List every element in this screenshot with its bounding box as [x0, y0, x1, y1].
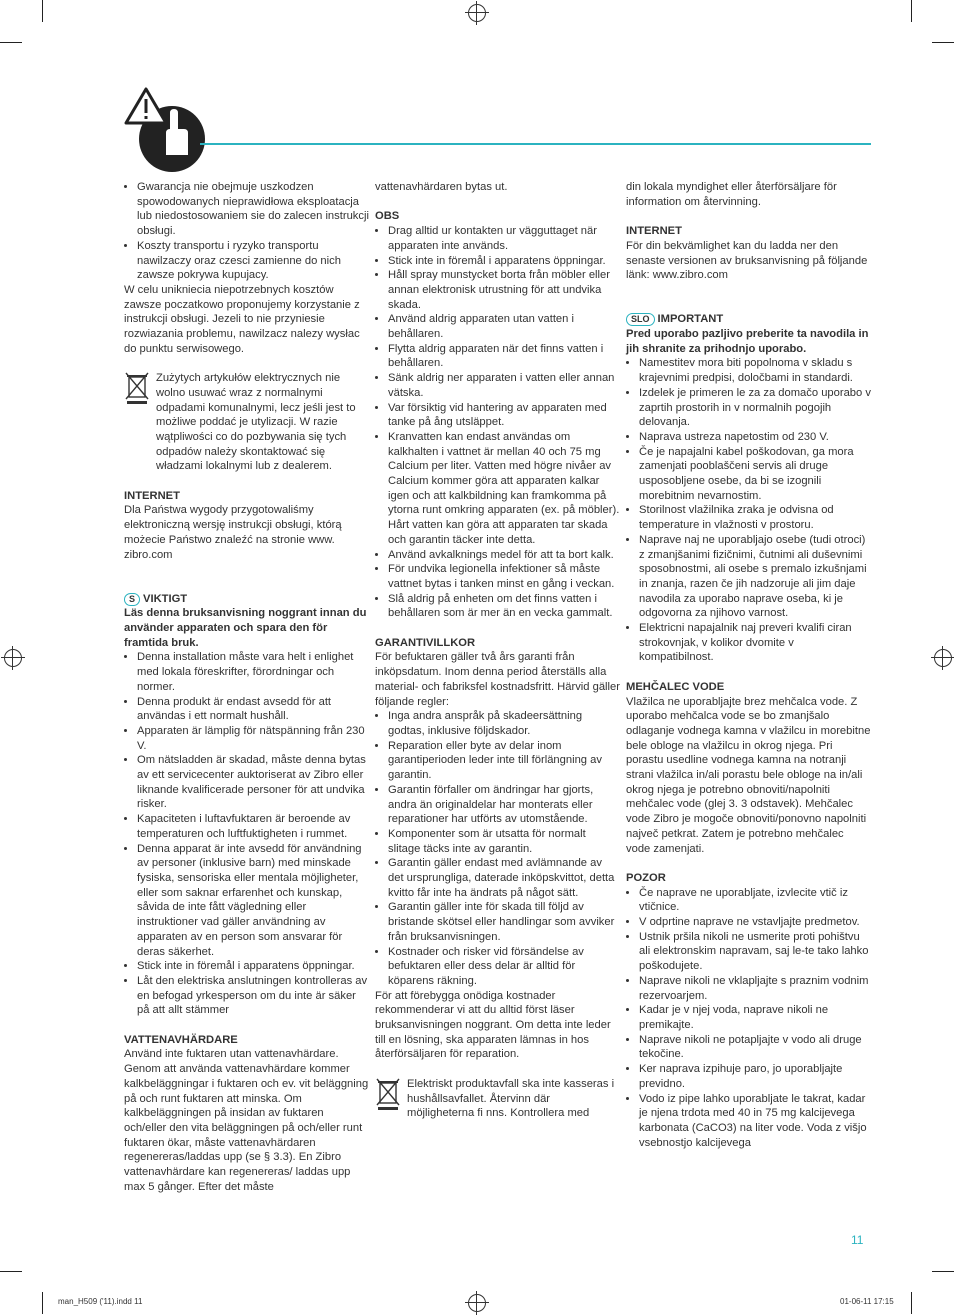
registration-mark-icon: [934, 649, 952, 667]
paragraph: Dla Państwa wygody przygotowaliśmy elektroniczną wersję instrukcji obsługi, którą możecie Państwo znaleźć na stronie www. zibro.com: [124, 504, 342, 561]
list-item: • Denna installation måste vara helt i enlighet med lokala föreskrifter, förordningar och normer.: [137, 650, 369, 694]
slo-caution-list: [626, 886, 871, 1151]
list-item: • Naprave nikoli ne vklapljajte s praznim vodnim rezervoarjem.: [639, 974, 871, 1003]
crop-mark: [932, 42, 954, 43]
column-2: [375, 180, 620, 1121]
weee-bin-icon: [124, 371, 150, 405]
crop-mark: [911, 1292, 912, 1314]
section-title: SLO IMPORTANT: [626, 312, 871, 327]
section-title: OBS: [375, 210, 400, 223]
list-item: • V odprtine naprave ne vstavljajte predmetov.: [639, 915, 871, 930]
registration-mark-icon: [468, 1294, 486, 1312]
list-item: • Naprave nikoli ne potapljajte v vodo ali druge tekočine.: [639, 1033, 871, 1062]
list-item: • För undvika legionella infektioner så måste vattnet bytas i tanken minst en gång i veckan.: [388, 562, 620, 591]
paragraph: din lokala myndighet eller återförsäljare för information om återvinning.: [626, 181, 837, 208]
lead-text: Läs denna bruksanvisning noggrant innan du använder apparaten och spara den för framtida bruk.: [124, 607, 367, 649]
weee-notice: [375, 1077, 620, 1121]
language-badge: S: [124, 593, 140, 606]
section-title: INTERNET: [124, 489, 180, 502]
list-item: • Denna apparat är inte avsedd för användning av personer (inklusive barn) med minskade fysiska, sensoriska eller mentala möjligheter, eller som saknar erfarenhet och kunskap, såvida de inte fått vägledning eller instruktioner vad gäller användning av apparaten av en person som ansvarar för deras säkerhet.: [137, 842, 369, 960]
paragraph: För din bekvämlighet kan du ladda ner den senaste versionen av bruksanvisning på följande länk: www.zibro.com: [626, 239, 868, 282]
lead-text: Pred uporabo pazljivo preberite ta navodila in jih shranite za prihodnjo uporabo.: [626, 327, 869, 355]
list-item: • Stick inte in föremål i apparatens öppningar.: [388, 254, 620, 269]
paragraph: Använd inte fuktaren utan vattenavhärdare. Genom att använda vattenavhärdare kommer kalkbeläggningar i fuktaren och ev. vit beläggning på och runt fuktaren att minska. Om kalkbeläggningen på insidan av fuktaren och/eller den vita beläggningen på och/eller runt fuktaren ökar, måste vattenavhärdaren regenereras/laddas upp (se § 3.3). En Zibro vattenavhärdare kan regenereras/ laddas upp max 5 gånger. Efter det måste: [124, 1048, 369, 1193]
weee-text: Elektriskt produktavfall ska inte kasseras i hushållsavfallet. Återvinn där möjligheterna fi nns. Kontrollera med: [407, 1077, 615, 1120]
list-item: • Ker naprava izpihuje paro, jo uporabljajte previdno.: [639, 1062, 871, 1091]
list-item: • Kapaciteten i luftavfuktaren är beroende av temperaturen och luftfuktigheten i rummet.: [137, 812, 369, 841]
paragraph: Vlažilca ne uporabljajte brez mehčalca vode. Z uporabo mehčalca vode se bo zmanjšalo odlaganje vodnega kamna v vlažilcu in morebitne bele obloge na vlažilcu in okrog njega. Pri porastu usedline vodnega kamna na notranji strani vlažilca in/ali porastu bele obloge na in/ali okrog njega je potrebno obnoviti/napolniti mehčalec vode (glej 3. 3 odstavek). Mehčalec vode Zibro je mogoče obnoviti/ponovno napolniti največ petkrat. Zatem je potrebno mehčalec vode zamenjati.: [626, 695, 871, 855]
list-item: • Če naprave ne uporabljate, izvlecite vtič iz vtičnice.: [639, 886, 871, 915]
list-item: • Inga andra anspråk på skadeersättning godtas, inklusive följdskador.: [388, 709, 620, 738]
list-item: • Izdelek je primeren le za za domačo uporabo v zaprtih prostorih in v normalnih pogojih delovanja.: [639, 386, 871, 430]
list-item: • Drag alltid ur kontakten ur vägguttaget när apparaten inte används.: [388, 224, 620, 253]
registration-mark-icon: [468, 4, 486, 22]
language-badge: SLO: [626, 313, 655, 326]
column-3: [626, 180, 871, 1150]
section-title: MEHČALEC VODE: [626, 680, 725, 693]
registration-mark-icon: [4, 649, 22, 667]
list-item: • Stick inte in föremål i apparatens öppningar.: [137, 959, 369, 974]
warning-hand-icon: [124, 83, 208, 175]
list-item: • Sänk aldrig ner apparaten i vatten eller annan vätska.: [388, 371, 620, 400]
paragraph: W celu unikniecia niepotrzebnych kosztów zawsze poczatkowo proponujemy korzystanie z instrukcji obsługi. Jezeli to nie przyniesie rozwiazania problemu, nawilzacz nalezy wysłac do punktu serwisowego.: [124, 283, 360, 355]
section-title: S VIKTIGT: [124, 592, 369, 607]
crop-mark: [42, 0, 43, 22]
list-item: • Apparaten är lämplig för nätspänning från 230 V.: [137, 724, 369, 753]
sv-important-list: [124, 650, 369, 1018]
crop-mark: [911, 0, 912, 22]
paragraph: vattenavhärdaren bytas ut.: [375, 181, 508, 193]
list-item: • Låt den elektriska anslutningen kontrolleras av en befogad yrkesperson om du inte är säker på att allt stämmer: [137, 974, 369, 1018]
list-item: • Naprave naj ne uporabljajo osebe (tudi otroci) z zmanjšanimi fizičnimi, čutnimi ali duševnimi sposobnostmi, ali osebe s premalo izkušnjami in znanja, razen če jih nadzoruje ali jim daje navodila za uporabo naprave oseba, ki je odgovorna za njihovo varnost.: [639, 533, 871, 621]
weee-bin-icon: [375, 1077, 401, 1111]
list-item: • Använd aldrig apparaten utan vatten i behållaren.: [388, 312, 620, 341]
list-item: • Komponenter som är utsatta för normalt slitage täcks inte av garantin.: [388, 827, 620, 856]
list-item: • Če je napajalni kabel poškodovan, ga mora zamenjati pooblaščeni servis ali druge usposobljene osebe, da bi se izognili morebitnim nevarnostim.: [639, 445, 871, 504]
weee-text: Zużytych artykułów elektrycznych nie wolno usuwać wraz z normalnymi odpadami komunalnymi, lecz jeśli jest to możliwe poddać je utylizacji. W razie wątpliwości co do pozbywania się tych odpadów należy skontaktować się władzami lokalnymi lub z dealerem.: [156, 372, 356, 473]
list-item: • Koszty transportu i ryzyko transportu nawilzaczy oraz czesci zamienne do nich zawsze pokrywa kupujacy.: [137, 239, 369, 283]
list-item: • Storilnost vlažilnika zraka je odvisna od temperature in vlažnosti v prostoru.: [639, 503, 871, 532]
crop-mark: [932, 1271, 954, 1272]
paragraph: För befuktaren gäller två års garanti från inköpsdatum. Inom denna period återställs alla material- och fabriksfel kostnadsfritt. Härvid gäller följande regler:: [375, 651, 620, 708]
header-rule: [200, 143, 871, 145]
list-item: • Använd avkalknings medel för att ta bort kalk.: [388, 548, 620, 563]
crop-mark: [0, 1271, 22, 1272]
list-item: • Denna produkt är endast avsedd för att användas i ett normalt hushåll.: [137, 695, 369, 724]
list-item: • Om nätsladden är skadad, måste denna bytas av ett servicecenter auktoriserat av Zibro eller liknande kvalificerade personer för att undvika risker.: [137, 753, 369, 812]
sv-obs-list: [375, 224, 620, 621]
slo-important-list: [626, 356, 871, 665]
footer-file-info: man_H509 ('11).indd 11: [58, 1297, 143, 1306]
list-item: • Slå aldrig på enheten om det finns vatten i behållaren som är mer än en vecka gammalt.: [388, 592, 620, 621]
column-1: [124, 180, 369, 1194]
list-item: • Var försiktig vid hantering av apparaten med tanke på ång utsläppet.: [388, 401, 620, 430]
list-item: • Elektricni napajalnik naj preveri kvalifi ciran strokovnjak, v kolikor dvomite v kompatibilnost.: [639, 621, 871, 665]
list-item: • Ustnik pršila nikoli ne usmerite proti pohištvu ali elektronskim napravam, saj le-te tako lahko poškodujete.: [639, 930, 871, 974]
section-title: POZOR: [626, 871, 666, 884]
list-item: • Naprava ustreza napetostim od 230 V.: [639, 430, 871, 445]
list-item: • Kadar je v njej voda, naprave nikoli ne premikajte.: [639, 1003, 871, 1032]
list-item: • Reparation eller byte av delar inom garantiperioden leder inte till förlängning av garantin.: [388, 739, 620, 783]
list-item: • Kostnader och risker vid försändelse av befuktaren eller dess delar är alltid för köparens räkning.: [388, 945, 620, 989]
paragraph: För att förebygga onödiga kostnader rekommenderar vi att du alltid först läser bruksanvisningen noggrant. Om detta inte leder till en lösning, ska apparaten lämnas in hos återförsäljaren för reparation.: [375, 989, 611, 1061]
section-title: GARANTIVILLKOR: [375, 636, 476, 649]
page-number: 11: [851, 1233, 864, 1247]
section-title: VATTENAVHÄRDARE: [124, 1033, 238, 1046]
list-item: • Garantin gäller endast med avlämnande av det ursprungliga, daterade inköpskvittot, detta kvitto får inte ha ändrats på något sätt.: [388, 856, 620, 900]
crop-mark: [42, 1292, 43, 1314]
list-item: • Flytta aldrig apparaten när det finns vatten i behållaren.: [388, 342, 620, 371]
list-item: • Namestitev mora biti popolnoma v skladu s krajevnimi predpisi, določbami in standardi.: [639, 356, 871, 385]
list-item: • Garantin gäller inte för skada till följd av bristande skötsel eller handlingar som avviker från bruksanvisningen.: [388, 900, 620, 944]
sv-warranty-list: [375, 709, 620, 988]
list-item: • Gwarancja nie obejmuje uszkodzen spowodowanych nieprawidłowa eksploatacja lub niedostosowaniem sie do zalecen instrukcji obsługi.: [137, 180, 369, 239]
pl-guarantee-list: [124, 180, 369, 283]
list-item: • Vodo iz pipe lahko uporabljate le takrat, kadar je njena trdota med 40 in 75 mg kalcijevega karbonata (CaCO3) na liter vode. Voda z višjo vsebnostjo kalcijevega: [639, 1092, 871, 1151]
crop-mark: [0, 42, 22, 43]
list-item: • Kranvatten kan endast användas om kalkhalten i vattnet är mellan 40 och 75 mg Calcium per liter. Vatten med högre nivåer av Calcium kommer göra att apparaten kalkar igen och att kalkbildning kan framkomma på ytorna runt omkring apparaten (ex. på möbler). Hårt vatten kan göra att apparaten tar skada och garantin täcker inte detta.: [388, 430, 620, 548]
list-item: • Håll spray munstycket borta från möbler eller annan elektronisk utrustning för att undvika skada.: [388, 268, 620, 312]
section-title: INTERNET: [626, 225, 682, 238]
list-item: • Garantin förfaller om ändringar har gjorts, andra än originaldelar har monterats eller reparationer har utförts av utomstående.: [388, 783, 620, 827]
footer-timestamp: 01-06-11 17:15: [840, 1297, 894, 1306]
weee-notice: [124, 371, 369, 474]
